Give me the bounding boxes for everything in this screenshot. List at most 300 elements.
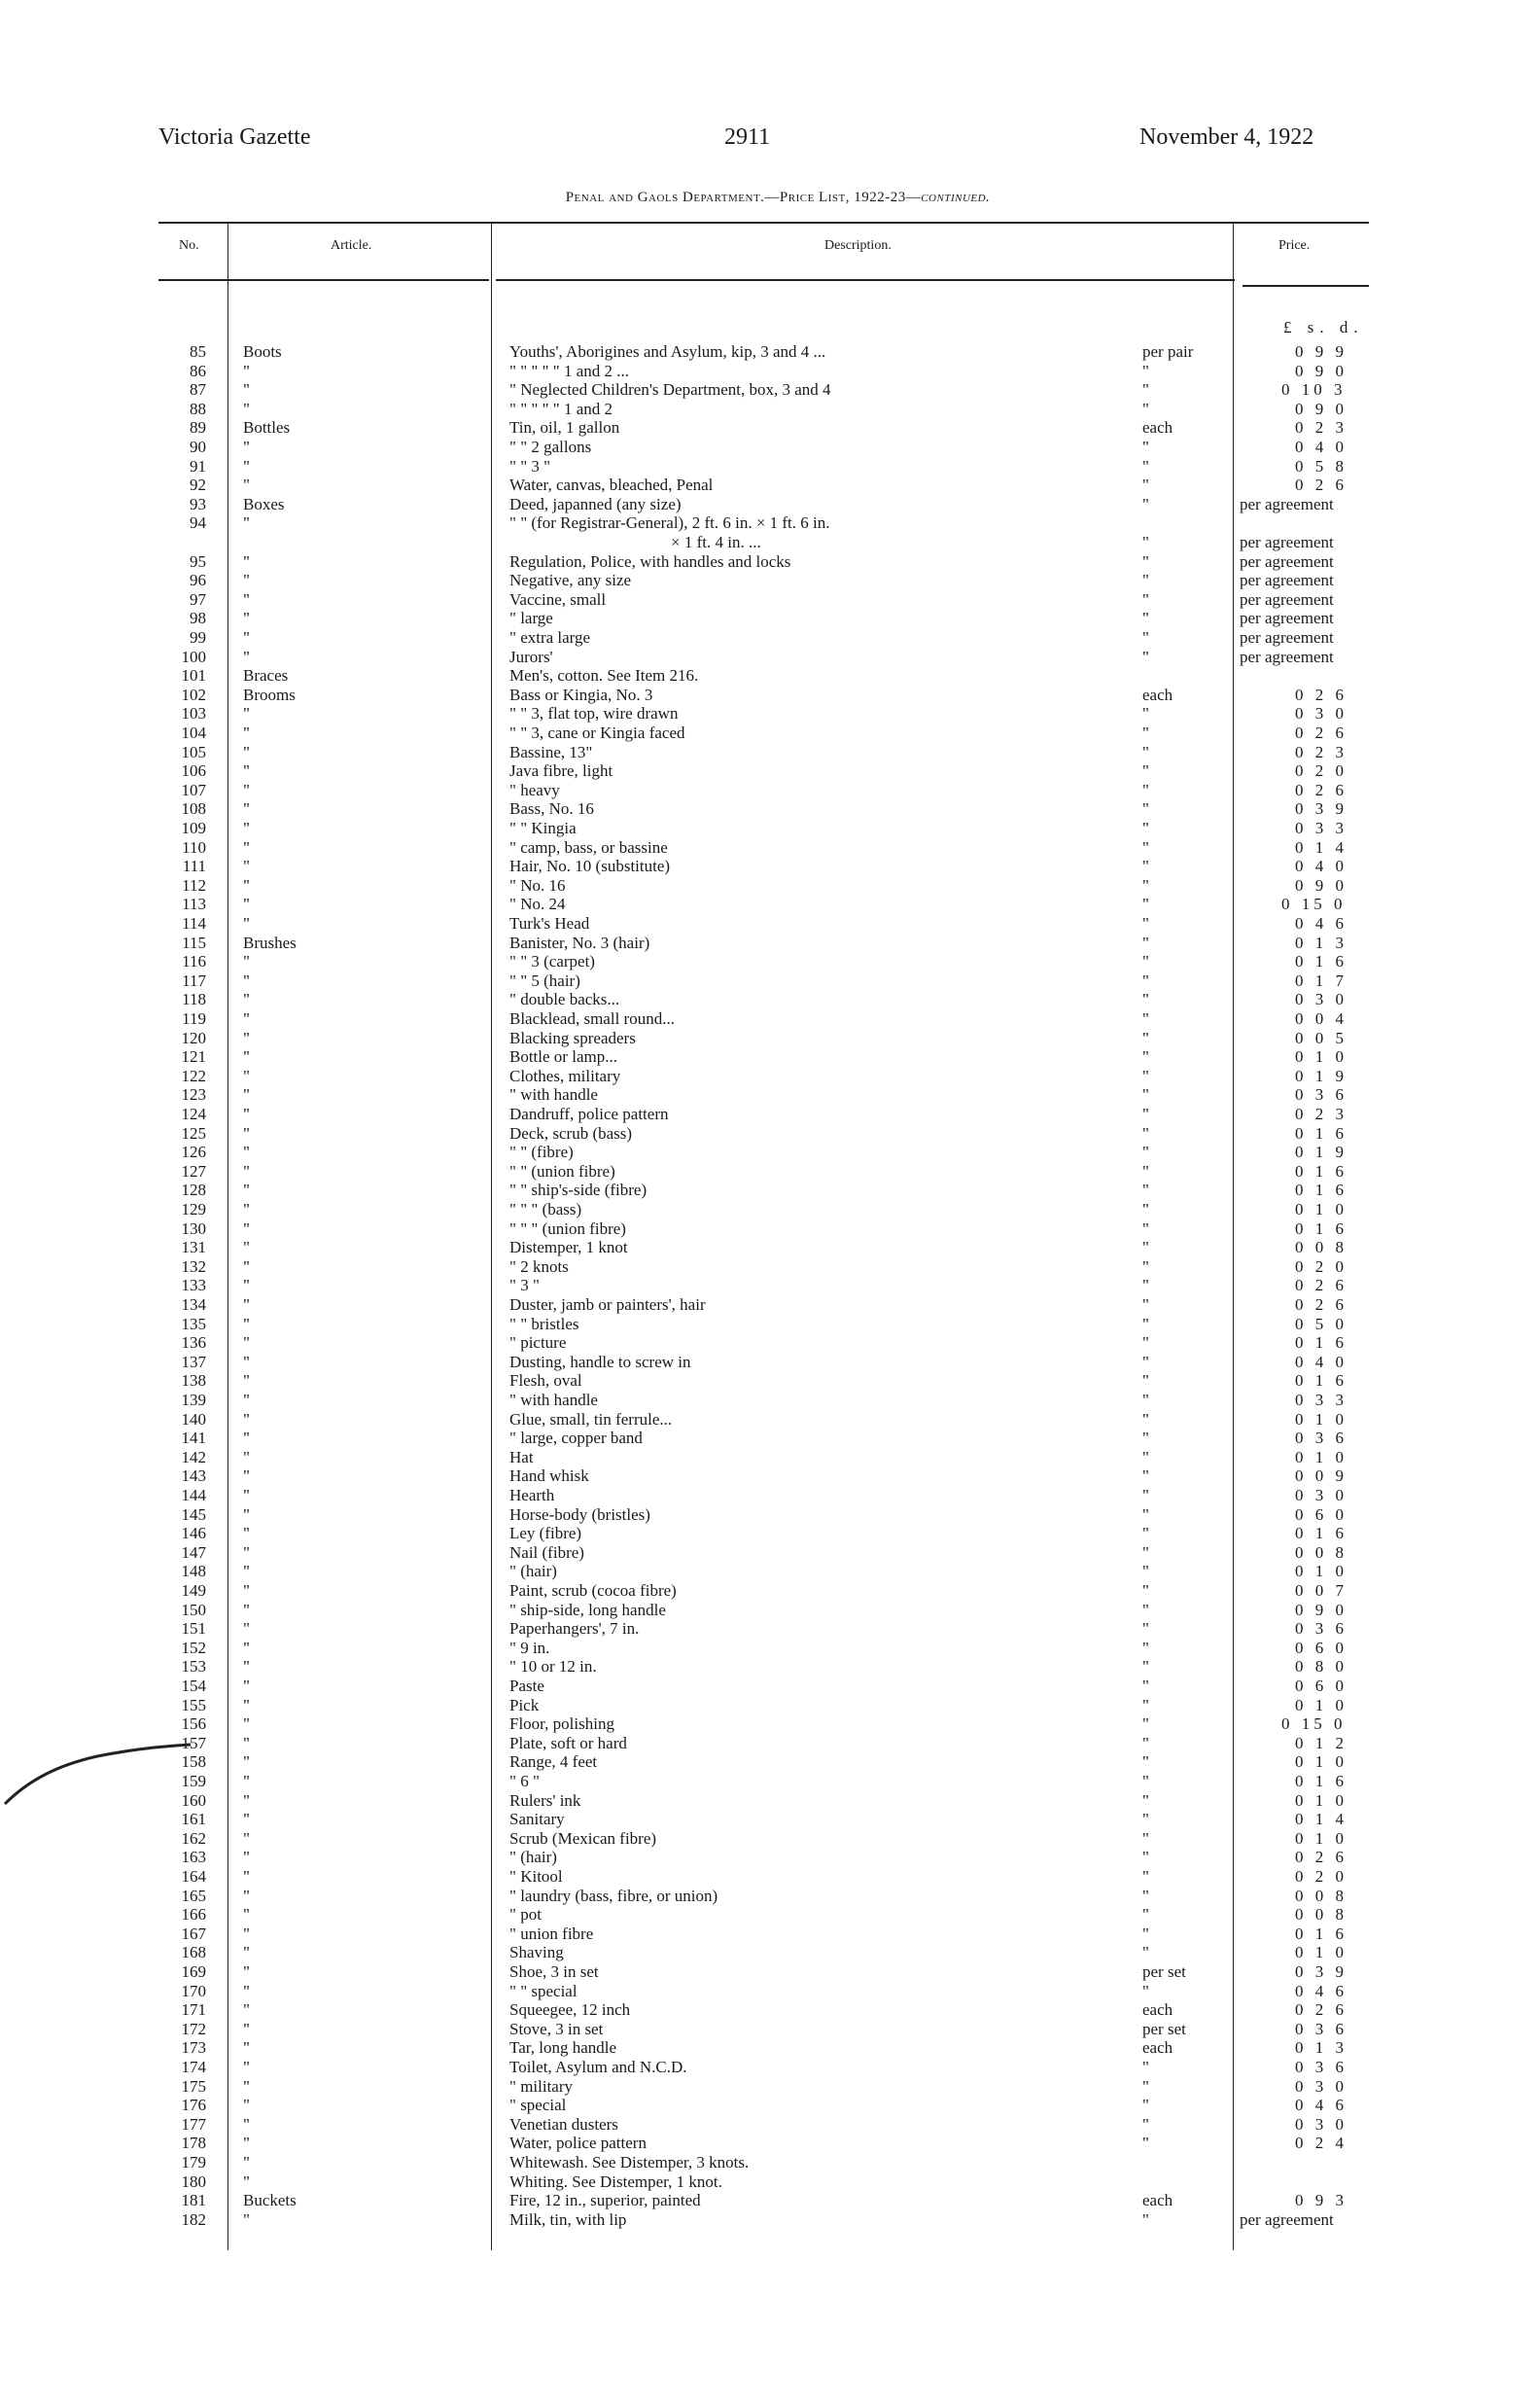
article-name: " xyxy=(243,438,250,456)
unit: " xyxy=(1142,1581,1149,1600)
unit: " xyxy=(1142,1848,1149,1867)
price: 0 2 0 xyxy=(1295,1867,1348,1886)
item-number: 131 xyxy=(181,1238,206,1257)
item-number: 112 xyxy=(182,875,206,895)
item-number: 125 xyxy=(181,1123,206,1143)
article-name: " xyxy=(243,2000,250,2020)
column-header-article: Article. xyxy=(331,238,372,253)
table-row xyxy=(0,1162,1540,1182)
item-description: Bass or Kingia, No. 3 xyxy=(509,685,653,704)
table-row xyxy=(0,1524,1540,1543)
unit: each xyxy=(1142,2000,1173,2020)
table-row xyxy=(0,1429,1540,1448)
price: 0 1 6 xyxy=(1295,1161,1348,1181)
price: 0 1 4 xyxy=(1295,1810,1348,1829)
unit: " xyxy=(1142,1200,1149,1218)
price: 0 2 6 xyxy=(1295,724,1348,742)
table-row xyxy=(0,1791,1540,1811)
item-description: " pot xyxy=(509,1905,542,1924)
item-number: 106 xyxy=(181,761,206,781)
unit: " xyxy=(1142,399,1149,418)
item-number: 90 xyxy=(190,438,206,456)
article-name: " xyxy=(243,1752,250,1772)
article-name: " xyxy=(243,2114,250,2134)
unit: " xyxy=(1142,476,1149,495)
price: 0 2 6 xyxy=(1295,1295,1348,1314)
item-number: 95 xyxy=(190,551,206,571)
price: 0 1 6 xyxy=(1295,1181,1348,1200)
item-number: 100 xyxy=(181,647,206,666)
table-row xyxy=(0,1924,1540,1944)
table-row xyxy=(0,2134,1540,2153)
unit: " xyxy=(1142,2134,1149,2153)
item-number: 91 xyxy=(190,456,206,476)
table-row xyxy=(0,1486,1540,1505)
item-number: 178 xyxy=(181,2134,206,2153)
article-name: " xyxy=(243,589,250,609)
item-description: " " special xyxy=(509,1981,578,2000)
price: 0 3 0 xyxy=(1295,2114,1348,2134)
table-row xyxy=(0,1677,1540,1696)
article-name: " xyxy=(243,761,250,781)
item-number: 160 xyxy=(181,1790,206,1810)
table-row xyxy=(0,2058,1540,2077)
item-description: Tin, oil, 1 gallon xyxy=(509,418,620,438)
table-row xyxy=(0,2115,1540,2135)
item-description: × 1 ft. 4 in. ... xyxy=(671,533,761,551)
table-title-main: Penal and Gaols Department.—Price List, 1922-23— xyxy=(565,190,922,205)
table-row xyxy=(0,704,1540,724)
column-header-rule-left xyxy=(158,279,489,281)
article-name: Brooms xyxy=(243,685,296,704)
table-row xyxy=(0,952,1540,971)
price: per agreement xyxy=(1240,647,1334,666)
item-number: 111 xyxy=(182,857,206,876)
article-name: Braces xyxy=(243,666,289,686)
item-number: 88 xyxy=(190,399,206,418)
table-row xyxy=(0,857,1540,876)
article-name: " xyxy=(243,1066,250,1085)
article-name: " xyxy=(243,952,250,971)
item-number: 137 xyxy=(181,1352,206,1371)
table-row xyxy=(0,476,1540,495)
item-number: 129 xyxy=(181,1200,206,1218)
item-number: 139 xyxy=(181,1391,206,1409)
unit: " xyxy=(1142,1447,1149,1466)
article-name: " xyxy=(243,571,250,590)
article-name: " xyxy=(243,1504,250,1524)
article-name: " xyxy=(243,1009,250,1028)
article-name: " xyxy=(243,1123,250,1143)
item-number: 144 xyxy=(181,1486,206,1504)
unit: " xyxy=(1142,1733,1149,1752)
item-number: 162 xyxy=(181,1828,206,1848)
unit: " xyxy=(1142,761,1149,781)
item-description: " (hair) xyxy=(509,1562,557,1581)
item-description: Bassine, 13" xyxy=(509,742,593,761)
unit: " xyxy=(1142,1657,1149,1677)
unit: " xyxy=(1142,724,1149,742)
price: 0 1 0 xyxy=(1295,1943,1348,1962)
item-number: 176 xyxy=(181,2096,206,2115)
price: 0 4 6 xyxy=(1295,1981,1348,2000)
item-number: 124 xyxy=(181,1105,206,1123)
item-description: Shoe, 3 in set xyxy=(509,1962,599,1981)
unit: " xyxy=(1142,1352,1149,1371)
article-name: " xyxy=(243,628,250,647)
article-name: " xyxy=(243,875,250,895)
item-description: Dandruff, police pattern xyxy=(509,1105,669,1123)
table-row xyxy=(0,838,1540,858)
item-number: 170 xyxy=(181,1981,206,2000)
table-row xyxy=(0,590,1540,610)
item-description: " " 3 (carpet) xyxy=(509,952,595,971)
unit: " xyxy=(1142,1714,1149,1734)
unit: " xyxy=(1142,1466,1149,1486)
table-row xyxy=(0,1982,1540,2001)
item-description: " " " " " 1 and 2 ... xyxy=(509,361,629,380)
article-name: " xyxy=(243,704,250,724)
table-row xyxy=(0,781,1540,800)
price: 0 4 6 xyxy=(1295,914,1348,933)
unit: " xyxy=(1142,1828,1149,1848)
table-row xyxy=(0,1143,1540,1162)
price: 0 2 3 xyxy=(1295,418,1348,438)
item-number: 121 xyxy=(181,1047,206,1067)
price: 0 9 0 xyxy=(1295,875,1348,895)
unit: " xyxy=(1142,1409,1149,1429)
unit: " xyxy=(1142,1047,1149,1067)
item-number: 148 xyxy=(181,1562,206,1581)
margin-pen-stroke xyxy=(0,1721,194,1809)
item-description: " extra large xyxy=(509,628,591,647)
item-description: " " (for Registrar-General), 2 ft. 6 in. × 1 ft. 6 in. xyxy=(509,513,830,533)
unit: " xyxy=(1142,361,1149,380)
article-name: " xyxy=(243,1047,250,1067)
price: 0 1 0 xyxy=(1295,1447,1348,1466)
table-row xyxy=(0,2172,1540,2192)
unit: per set xyxy=(1142,1962,1186,1981)
item-number: 116 xyxy=(182,952,206,971)
item-description: Duster, jamb or painters', hair xyxy=(509,1295,706,1314)
item-number: 117 xyxy=(182,971,206,990)
table-row xyxy=(0,571,1540,590)
article-name: " xyxy=(243,2019,250,2038)
price: 0 0 8 xyxy=(1295,1886,1348,1905)
item-number: 86 xyxy=(190,361,206,380)
item-description: " Neglected Children's Department, box, 3 and 4 xyxy=(509,380,831,400)
price: 0 1 0 xyxy=(1295,1200,1348,1218)
article-name: " xyxy=(243,456,250,476)
item-number: 115 xyxy=(182,933,206,952)
unit: " xyxy=(1142,1886,1149,1905)
table-row xyxy=(0,2020,1540,2039)
article-name: " xyxy=(243,2038,250,2058)
price: 0 3 0 xyxy=(1295,2076,1348,2096)
table-row xyxy=(0,2191,1540,2210)
article-name: " xyxy=(243,1256,250,1276)
table-row xyxy=(0,2153,1540,2172)
item-number: 181 xyxy=(181,2191,206,2210)
table-row xyxy=(0,1067,1540,1086)
table-row xyxy=(0,2210,1540,2230)
unit: " xyxy=(1142,1085,1149,1105)
price: 0 1 2 xyxy=(1295,1733,1348,1752)
item-number: 153 xyxy=(181,1657,206,1677)
article-name: " xyxy=(243,1161,250,1181)
item-number: 103 xyxy=(181,704,206,724)
unit: " xyxy=(1142,1562,1149,1581)
unit: " xyxy=(1142,2114,1149,2134)
price: 0 8 0 xyxy=(1295,1657,1348,1677)
item-description: " " " (union fibre) xyxy=(509,1218,626,1238)
table-row xyxy=(0,495,1540,514)
unit: " xyxy=(1142,1524,1149,1543)
unit: " xyxy=(1142,1066,1149,1085)
table-row xyxy=(0,1257,1540,1277)
price: 0 3 9 xyxy=(1295,1962,1348,1981)
item-description: " " (union fibre) xyxy=(509,1161,615,1181)
article-name: " xyxy=(243,2058,250,2076)
price: 0 0 7 xyxy=(1295,1581,1348,1600)
price: 0 5 8 xyxy=(1295,456,1348,476)
item-number: 104 xyxy=(181,724,206,742)
item-description: Paste xyxy=(509,1677,544,1695)
article-name: " xyxy=(243,1581,250,1600)
item-number: 177 xyxy=(181,2114,206,2134)
article-name: " xyxy=(243,1714,250,1734)
table-row xyxy=(0,533,1540,552)
table-row xyxy=(0,914,1540,934)
unit: " xyxy=(1142,456,1149,476)
article-name: " xyxy=(243,1542,250,1562)
article-name: " xyxy=(243,1028,250,1047)
price: 0 3 0 xyxy=(1295,704,1348,724)
item-description: " union fibre xyxy=(509,1924,594,1943)
item-description: " large, copper band xyxy=(509,1429,643,1448)
item-number: 98 xyxy=(190,609,206,628)
item-description: " large xyxy=(509,609,553,628)
price: 0 2 3 xyxy=(1295,1105,1348,1123)
unit: " xyxy=(1142,1752,1149,1772)
price: 0 0 5 xyxy=(1295,1028,1348,1047)
unit: " xyxy=(1142,971,1149,990)
item-number: 89 xyxy=(190,418,206,438)
item-description: Rulers' ink xyxy=(509,1790,581,1810)
item-number: 102 xyxy=(181,685,206,704)
item-number: 172 xyxy=(181,2019,206,2038)
item-description: " (hair) xyxy=(509,1848,557,1867)
price: 0 2 4 xyxy=(1295,2134,1348,2153)
item-number: 122 xyxy=(181,1066,206,1085)
price: 0 1 6 xyxy=(1295,1524,1348,1543)
price: 0 1 0 xyxy=(1295,1752,1348,1772)
article-name: Buckets xyxy=(243,2191,297,2210)
unit: " xyxy=(1142,1810,1149,1829)
item-description: " military xyxy=(509,2076,574,2096)
item-number: 146 xyxy=(181,1524,206,1543)
item-number: 140 xyxy=(181,1409,206,1429)
unit: " xyxy=(1142,1161,1149,1181)
table-row xyxy=(0,1867,1540,1887)
table-row xyxy=(0,380,1540,400)
price: 0 1 0 xyxy=(1295,1409,1348,1429)
item-number: 97 xyxy=(190,589,206,609)
price: 0 1 0 xyxy=(1295,1790,1348,1810)
price: 0 2 6 xyxy=(1295,2000,1348,2020)
unit: " xyxy=(1142,551,1149,571)
item-number: 85 xyxy=(190,342,206,361)
item-number: 142 xyxy=(181,1447,206,1466)
unit: " xyxy=(1142,1028,1149,1047)
table-row xyxy=(0,628,1540,648)
article-name: " xyxy=(243,780,250,799)
article-name: " xyxy=(243,1105,250,1123)
item-number: 87 xyxy=(190,380,206,400)
unit: " xyxy=(1142,1677,1149,1695)
article-name: " xyxy=(243,1790,250,1810)
table-row xyxy=(0,1714,1540,1734)
price: 0 3 3 xyxy=(1295,819,1348,837)
item-number: 182 xyxy=(181,2209,206,2229)
item-description: Youths', Aborigines and Asylum, kip, 3 and 4 ... xyxy=(509,342,826,361)
price: per agreement xyxy=(1240,533,1334,551)
item-description: Bottle or lamp... xyxy=(509,1047,617,1067)
table-row xyxy=(0,457,1540,477)
item-number: 134 xyxy=(181,1295,206,1314)
table-row xyxy=(0,400,1540,419)
unit: " xyxy=(1142,1371,1149,1391)
unit: " xyxy=(1142,952,1149,971)
table-row xyxy=(0,1029,1540,1048)
item-number: 126 xyxy=(181,1143,206,1162)
item-description: Deed, japanned (any size) xyxy=(509,494,682,513)
item-number: 167 xyxy=(181,1924,206,1943)
unit: " xyxy=(1142,438,1149,456)
article-name: " xyxy=(243,1772,250,1790)
unit: " xyxy=(1142,380,1149,400)
item-description: " 9 in. xyxy=(509,1638,550,1657)
article-name: " xyxy=(243,1391,250,1409)
item-number: 155 xyxy=(181,1695,206,1714)
item-description: " " 3, cane or Kingia faced xyxy=(509,724,685,742)
price: per agreement xyxy=(1240,589,1334,609)
unit: " xyxy=(1142,1276,1149,1295)
unit: " xyxy=(1142,1638,1149,1657)
price: 0 1 4 xyxy=(1295,837,1348,857)
item-description: Squeegee, 12 inch xyxy=(509,2000,631,2020)
table-row xyxy=(0,1829,1540,1849)
price: 0 2 6 xyxy=(1295,1276,1348,1295)
article-name: Boots xyxy=(243,342,282,361)
unit: " xyxy=(1142,1542,1149,1562)
item-number: 109 xyxy=(181,819,206,837)
article-name: " xyxy=(243,1677,250,1695)
unit: " xyxy=(1142,1486,1149,1504)
price: 0 1 6 xyxy=(1295,1772,1348,1790)
item-description: Venetian dusters xyxy=(509,2114,618,2134)
item-number: 114 xyxy=(182,914,206,933)
item-description: " heavy xyxy=(509,780,560,799)
item-description: " with handle xyxy=(509,1391,598,1409)
article-name: " xyxy=(243,799,250,819)
price: 0 4 6 xyxy=(1295,2096,1348,2115)
unit: " xyxy=(1142,742,1149,761)
article-name: " xyxy=(243,1447,250,1466)
item-number: 143 xyxy=(181,1466,206,1486)
article-name: " xyxy=(243,857,250,876)
unit: " xyxy=(1142,1429,1149,1448)
item-number: 154 xyxy=(181,1677,206,1695)
item-description: Range, 4 feet xyxy=(509,1752,598,1772)
item-number: 156 xyxy=(181,1714,206,1734)
item-description: Hair, No. 10 (substitute) xyxy=(509,857,671,876)
unit: " xyxy=(1142,799,1149,819)
price: 0 1 6 xyxy=(1295,1924,1348,1943)
price: 0 3 6 xyxy=(1295,1085,1348,1105)
article-name: " xyxy=(243,513,250,533)
article-name: " xyxy=(243,1352,250,1371)
unit: " xyxy=(1142,1105,1149,1123)
table-row xyxy=(0,1905,1540,1924)
price: 0 9 0 xyxy=(1295,399,1348,418)
table-row xyxy=(0,1295,1540,1315)
unit: " xyxy=(1142,1695,1149,1714)
table-row xyxy=(0,1943,1540,1962)
unit: " xyxy=(1142,2209,1149,2229)
article-name: " xyxy=(243,914,250,933)
table-title xyxy=(389,190,1167,206)
price: 0 1 6 xyxy=(1295,1218,1348,1238)
item-number: 150 xyxy=(181,1600,206,1619)
article-name: " xyxy=(243,1562,250,1581)
item-description: Horse-body (bristles) xyxy=(509,1504,650,1524)
item-description: Plate, soft or hard xyxy=(509,1733,627,1752)
item-description: " " " (bass) xyxy=(509,1200,582,1218)
table-row xyxy=(0,1105,1540,1124)
item-description: " picture xyxy=(509,1333,567,1353)
price: 0 15 0 xyxy=(1281,1714,1347,1734)
issue-date: November 4, 1922 xyxy=(1139,124,1314,150)
item-description: Flesh, oval xyxy=(509,1371,582,1391)
item-description: Distemper, 1 knot xyxy=(509,1238,628,1257)
table-row xyxy=(0,1619,1540,1639)
gazette-name: Victoria Gazette xyxy=(158,124,311,150)
table-row xyxy=(0,1448,1540,1467)
price: 0 2 6 xyxy=(1295,780,1348,799)
price: 0 4 0 xyxy=(1295,438,1348,456)
price: 0 0 8 xyxy=(1295,1905,1348,1924)
unit: " xyxy=(1142,1391,1149,1409)
table-row xyxy=(0,1696,1540,1715)
article-name: " xyxy=(243,2096,250,2115)
table-row xyxy=(0,1371,1540,1391)
item-description: Hearth xyxy=(509,1486,555,1504)
table-row xyxy=(0,1200,1540,1219)
article-name: " xyxy=(243,2209,250,2229)
article-name: " xyxy=(243,990,250,1009)
item-number: 93 xyxy=(190,494,206,513)
table-row xyxy=(0,362,1540,381)
price: 0 0 8 xyxy=(1295,1542,1348,1562)
unit: " xyxy=(1142,1218,1149,1238)
table-row xyxy=(0,1543,1540,1563)
price: 0 5 0 xyxy=(1295,1314,1348,1333)
item-number: 157 xyxy=(181,1733,206,1752)
unit: each xyxy=(1142,2038,1173,2058)
price: 0 3 6 xyxy=(1295,1619,1348,1639)
article-name: " xyxy=(243,1143,250,1162)
